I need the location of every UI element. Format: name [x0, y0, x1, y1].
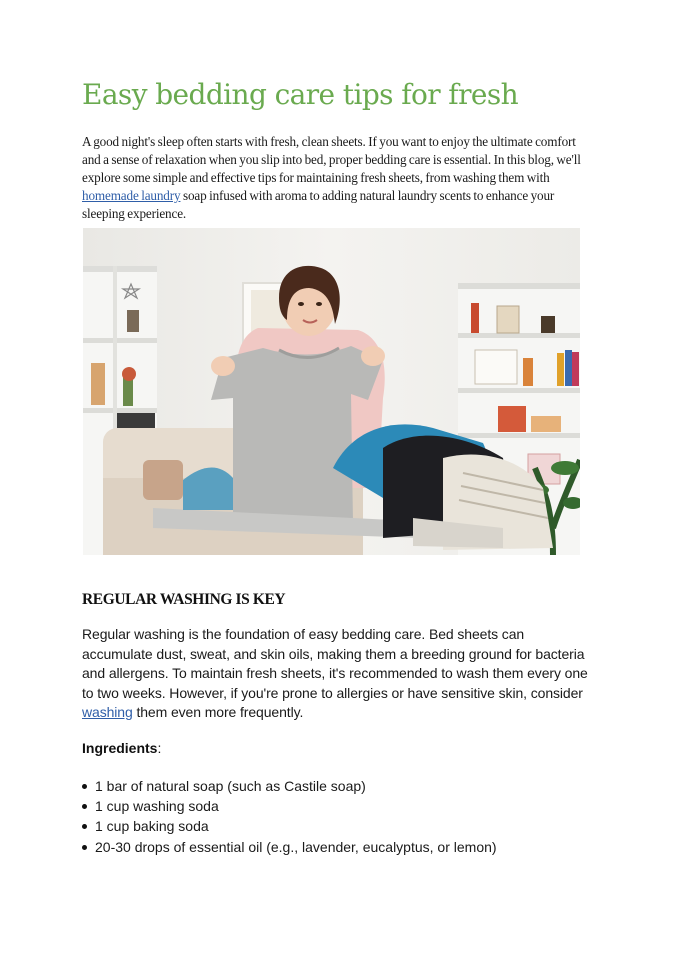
washing-link[interactable]: washing: [82, 704, 133, 720]
ingredients-label: [82, 740, 161, 756]
bullet-icon: [82, 845, 87, 850]
list-item: [82, 816, 497, 836]
section-body-end: them even more frequently.: [132, 704, 304, 720]
hero-image: [83, 228, 580, 555]
homemade-laundry-link[interactable]: homemade laundry: [82, 188, 181, 203]
intro-text-start: A good night's sleep often starts with fresh, clean sheets. If you want to enjoy the ultimate comfort and a sense of relaxation when you slip into bed, proper bedding care is essential. In this blog, we'll explore some simple and effective tips for maintaining fresh sheets, from washing them with: [82, 134, 581, 185]
woman-holding-tshirt-photo: [83, 228, 580, 555]
list-item: [82, 837, 497, 857]
bullet-icon: [82, 784, 87, 789]
ingredients-label-text: Ingredients: [82, 740, 158, 756]
ingredients-list: [82, 776, 497, 857]
list-item-text: 1 cup washing soda: [95, 798, 219, 815]
page-title: Easy bedding care tips for fresh: [82, 78, 519, 111]
section-heading: REGULAR WASHING IS KEY: [82, 591, 286, 608]
list-item: [82, 776, 497, 796]
list-item-text: 1 bar of natural soap (such as Castile soap): [95, 778, 366, 794]
intro-text-end: soap infused with aroma to adding natural laundry scents to enhance your sleeping experience.: [82, 188, 555, 221]
list-item-text: 20-30 drops of essential oil (e.g., lavender, eucalyptus, or lemon): [95, 838, 497, 855]
ingredients-colon: :: [157, 740, 162, 756]
intro-paragraph: [82, 133, 584, 223]
bullet-icon: [82, 824, 87, 829]
bullet-icon: [82, 804, 87, 809]
section-body: [82, 625, 592, 723]
list-item: [82, 796, 497, 816]
list-item-text: 1 cup baking soda: [95, 818, 209, 835]
section-body-start: Regular washing is the foundation of easy bedding care. Bed sheets can accumulate dust, sweat, and skin oils, making them a breeding ground for bacteria and allergens. To maintain fresh sheets, it's recommended to wash them every one to two weeks. However, if you're prone to allergies or have sensitive skin, consider: [82, 626, 588, 701]
